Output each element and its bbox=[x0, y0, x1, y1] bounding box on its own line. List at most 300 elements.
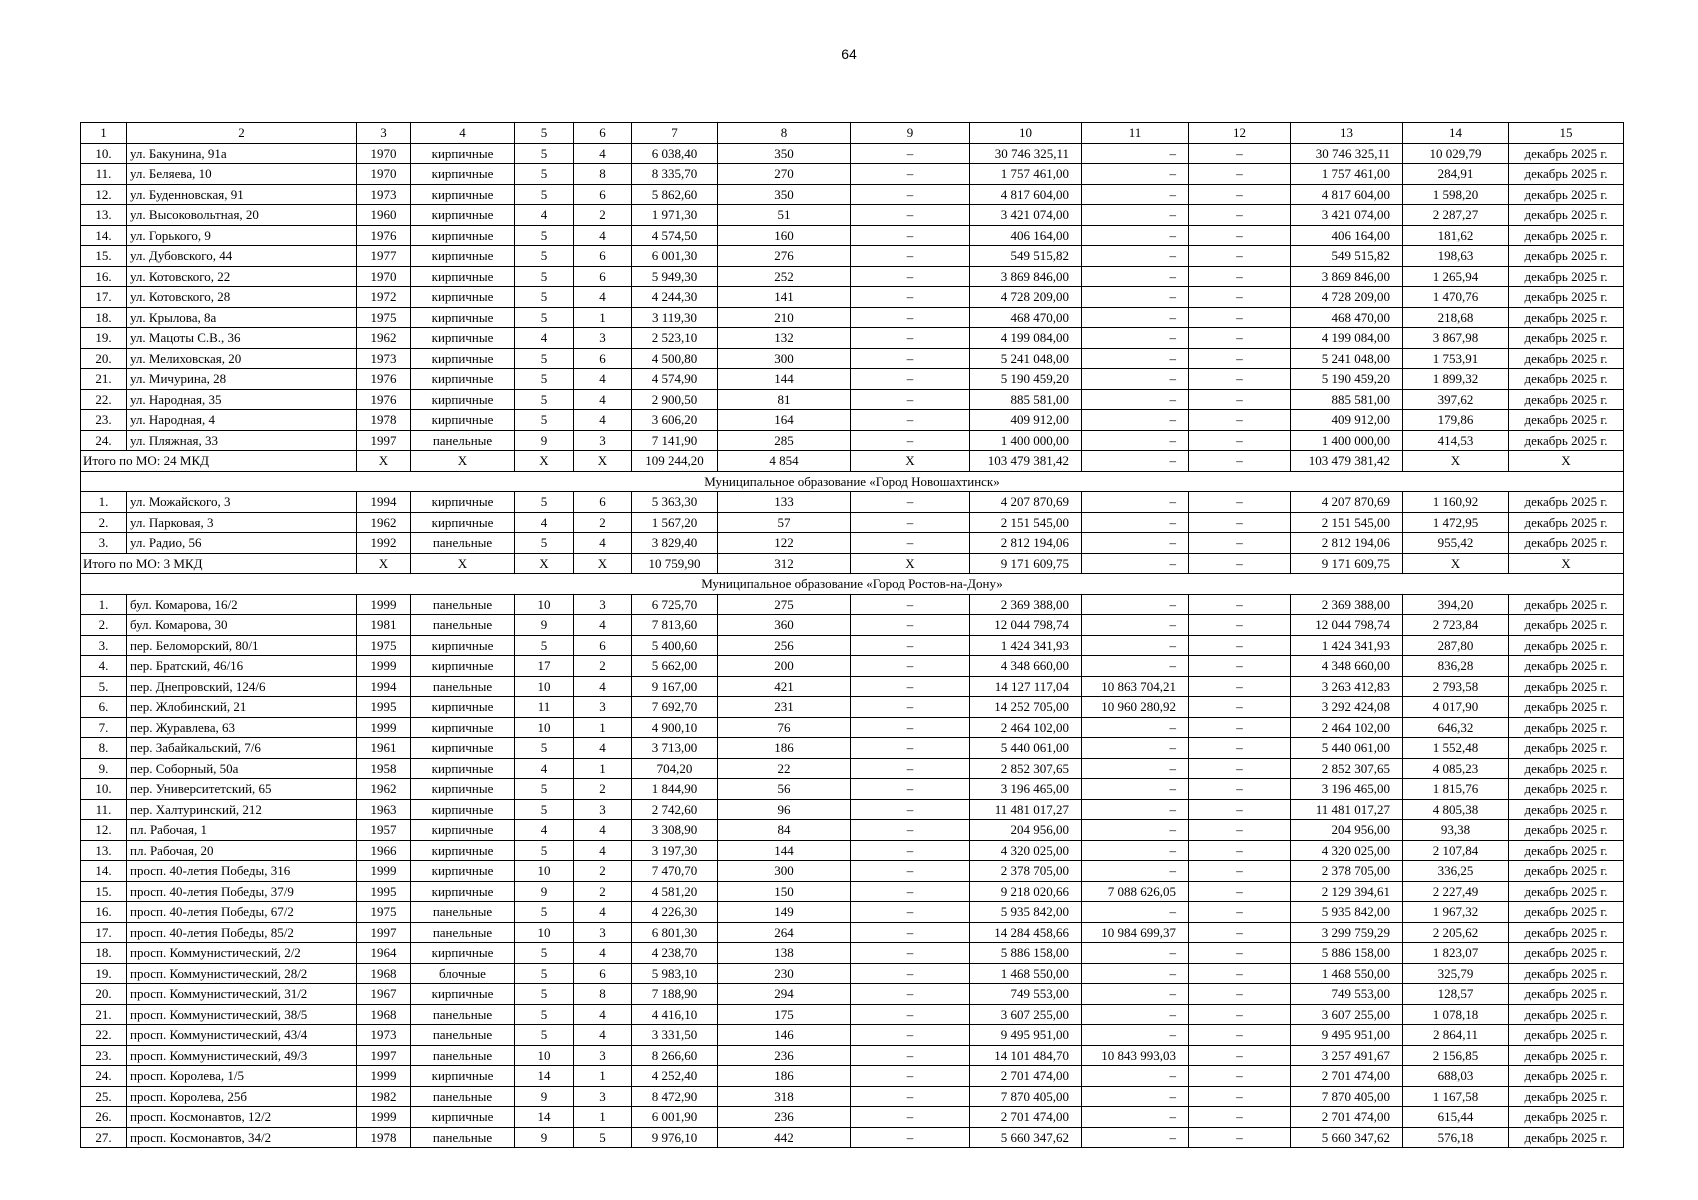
table-cell: 1976 bbox=[357, 369, 411, 390]
row-number: 8. bbox=[81, 738, 127, 759]
address-cell: ул. Горького, 9 bbox=[127, 225, 357, 246]
table-cell: декабрь 2025 г. bbox=[1509, 984, 1624, 1005]
address-cell: просп. Коммунистический, 43/4 bbox=[127, 1025, 357, 1046]
table-cell: 181,62 bbox=[1403, 225, 1509, 246]
table-cell: 8 bbox=[574, 984, 632, 1005]
table-cell: – bbox=[1082, 758, 1189, 779]
table-cell: 5 bbox=[515, 492, 574, 513]
address-cell: пер. Жлобинский, 21 bbox=[127, 697, 357, 718]
table-cell: декабрь 2025 г. bbox=[1509, 533, 1624, 554]
table-cell: 3 308,90 bbox=[632, 820, 718, 841]
total-row bbox=[81, 451, 1624, 472]
table-cell: декабрь 2025 г. bbox=[1509, 266, 1624, 287]
table-cell: 4 bbox=[574, 225, 632, 246]
table-cell: 6 bbox=[574, 266, 632, 287]
table-cell: – bbox=[1189, 1066, 1291, 1087]
table-cell: – bbox=[851, 184, 970, 205]
address-cell: просп. 40-летия Победы, 85/2 bbox=[127, 922, 357, 943]
table-cell: 4 199 084,00 bbox=[970, 328, 1082, 349]
table-cell: 11 bbox=[515, 697, 574, 718]
total-cell: Х bbox=[515, 451, 574, 472]
table-cell: 14 101 484,70 bbox=[970, 1045, 1082, 1066]
address-cell: пер. Журавлева, 63 bbox=[127, 717, 357, 738]
table-cell: кирпичные bbox=[411, 758, 515, 779]
table-cell: 14 bbox=[515, 1066, 574, 1087]
table-cell: 236 bbox=[718, 1107, 851, 1128]
table-cell: декабрь 2025 г. bbox=[1509, 1066, 1624, 1087]
total-cell: Х bbox=[851, 451, 970, 472]
table-cell: – bbox=[1189, 430, 1291, 451]
table-cell: – bbox=[851, 164, 970, 185]
table-cell: кирпичные bbox=[411, 266, 515, 287]
table-cell: 204 956,00 bbox=[1291, 820, 1403, 841]
section-header-row bbox=[81, 471, 1624, 492]
table-row bbox=[81, 246, 1624, 267]
table-row bbox=[81, 533, 1624, 554]
table-cell: декабрь 2025 г. bbox=[1509, 430, 1624, 451]
table-cell: 5 241 048,00 bbox=[1291, 348, 1403, 369]
address-cell: просп. Королева, 1/5 bbox=[127, 1066, 357, 1087]
row-number: 26. bbox=[81, 1107, 127, 1128]
table-row bbox=[81, 410, 1624, 431]
table-cell: – bbox=[1082, 430, 1189, 451]
table-cell: 1997 bbox=[357, 430, 411, 451]
table-cell: 414,53 bbox=[1403, 430, 1509, 451]
table-cell: 1972 bbox=[357, 287, 411, 308]
table-cell: 5 bbox=[515, 164, 574, 185]
column-number-cell: 12 bbox=[1189, 123, 1291, 144]
table-cell: панельные bbox=[411, 676, 515, 697]
table-cell: 1976 bbox=[357, 225, 411, 246]
table-cell: 10 bbox=[515, 1045, 574, 1066]
table-cell: 5 949,30 bbox=[632, 266, 718, 287]
table-cell: – bbox=[1082, 1025, 1189, 1046]
table-cell: 30 746 325,11 bbox=[970, 143, 1082, 164]
total-cell: 9 171 609,75 bbox=[1291, 553, 1403, 574]
table-cell: 3 197,30 bbox=[632, 840, 718, 861]
column-number-cell: 14 bbox=[1403, 123, 1509, 144]
table-cell: 549 515,82 bbox=[970, 246, 1082, 267]
table-cell: 1 bbox=[574, 758, 632, 779]
table-cell: 1962 bbox=[357, 328, 411, 349]
table-cell: 3 196 465,00 bbox=[1291, 779, 1403, 800]
row-number: 3. bbox=[81, 635, 127, 656]
table-cell: – bbox=[851, 348, 970, 369]
table-cell: – bbox=[1082, 307, 1189, 328]
table-cell: 10 984 699,37 bbox=[1082, 922, 1189, 943]
table-cell: 1973 bbox=[357, 348, 411, 369]
table-cell: 1967 bbox=[357, 984, 411, 1005]
table-cell: 1995 bbox=[357, 697, 411, 718]
table-cell: 4 bbox=[574, 1004, 632, 1025]
table-cell: – bbox=[1189, 492, 1291, 513]
address-cell: бул. Комарова, 16/2 bbox=[127, 594, 357, 615]
table-cell: – bbox=[1189, 266, 1291, 287]
table-cell: – bbox=[851, 697, 970, 718]
table-cell: декабрь 2025 г. bbox=[1509, 512, 1624, 533]
address-cell: просп. Коммунистический, 28/2 bbox=[127, 963, 357, 984]
table-cell: 704,20 bbox=[632, 758, 718, 779]
address-cell: ул. Дубовского, 44 bbox=[127, 246, 357, 267]
table-cell: панельные bbox=[411, 533, 515, 554]
table-cell: 2 701 474,00 bbox=[1291, 1107, 1403, 1128]
table-cell: – bbox=[1189, 184, 1291, 205]
section-header-row bbox=[81, 574, 1624, 595]
table-cell: 294 bbox=[718, 984, 851, 1005]
table-cell: 1 472,95 bbox=[1403, 512, 1509, 533]
table-cell: 6 001,90 bbox=[632, 1107, 718, 1128]
table-cell: декабрь 2025 г. bbox=[1509, 1127, 1624, 1148]
table-cell: – bbox=[1189, 656, 1291, 677]
table-cell: 4 bbox=[574, 410, 632, 431]
table-cell: декабрь 2025 г. bbox=[1509, 963, 1624, 984]
table-cell: 1 bbox=[574, 1107, 632, 1128]
table-cell: 122 bbox=[718, 533, 851, 554]
table-cell: 56 bbox=[718, 779, 851, 800]
address-cell: просп. Коммунистический, 31/2 bbox=[127, 984, 357, 1005]
table-cell: 5 bbox=[515, 369, 574, 390]
table-row bbox=[81, 697, 1624, 718]
table-cell: 1 899,32 bbox=[1403, 369, 1509, 390]
table-cell: – bbox=[1189, 799, 1291, 820]
table-cell: – bbox=[1189, 369, 1291, 390]
table-cell: 5 bbox=[515, 389, 574, 410]
table-cell: 1978 bbox=[357, 410, 411, 431]
address-cell: просп. Коммунистический, 2/2 bbox=[127, 943, 357, 964]
table-row bbox=[81, 779, 1624, 800]
table-cell: – bbox=[851, 328, 970, 349]
table-cell: 2 723,84 bbox=[1403, 615, 1509, 636]
table-cell: 6 725,70 bbox=[632, 594, 718, 615]
table-cell: 5 bbox=[515, 533, 574, 554]
table-cell: панельные bbox=[411, 1127, 515, 1148]
table-cell: 3 607 255,00 bbox=[1291, 1004, 1403, 1025]
table-cell: 5 bbox=[515, 943, 574, 964]
table-cell: 3 bbox=[574, 922, 632, 943]
table-cell: 4 bbox=[515, 820, 574, 841]
table-cell: – bbox=[1082, 1066, 1189, 1087]
table-cell: 3 196 465,00 bbox=[970, 779, 1082, 800]
row-number: 14. bbox=[81, 225, 127, 246]
page-number: 64 bbox=[841, 46, 857, 62]
table-cell: 11 481 017,27 bbox=[1291, 799, 1403, 820]
row-number: 9. bbox=[81, 758, 127, 779]
table-cell: кирпичные bbox=[411, 779, 515, 800]
table-cell: кирпичные bbox=[411, 492, 515, 513]
table-cell: 1 bbox=[574, 1066, 632, 1087]
address-cell: пер. Соборный, 50а bbox=[127, 758, 357, 779]
table-cell: 10 bbox=[515, 594, 574, 615]
total-cell: Х bbox=[357, 451, 411, 472]
table-cell: кирпичные bbox=[411, 225, 515, 246]
table-cell: 1963 bbox=[357, 799, 411, 820]
row-number: 20. bbox=[81, 348, 127, 369]
table-cell: 1994 bbox=[357, 492, 411, 513]
table-cell: 144 bbox=[718, 369, 851, 390]
row-number: 20. bbox=[81, 984, 127, 1005]
address-cell: просп. Космонавтов, 34/2 bbox=[127, 1127, 357, 1148]
table-cell: – bbox=[1189, 225, 1291, 246]
table-cell: – bbox=[1189, 1127, 1291, 1148]
table-cell: 2 812 194,06 bbox=[1291, 533, 1403, 554]
table-cell: 1 598,20 bbox=[1403, 184, 1509, 205]
total-cell: Х bbox=[411, 553, 515, 574]
table-cell: 9 bbox=[515, 430, 574, 451]
table-cell: 5 bbox=[515, 799, 574, 820]
table-cell: 1 753,91 bbox=[1403, 348, 1509, 369]
table-row bbox=[81, 758, 1624, 779]
row-number: 19. bbox=[81, 963, 127, 984]
table-cell: – bbox=[1082, 615, 1189, 636]
table-cell: 3 829,40 bbox=[632, 533, 718, 554]
table-cell: 5 440 061,00 bbox=[1291, 738, 1403, 759]
table-cell: 2 bbox=[574, 779, 632, 800]
table-cell: 3 607 255,00 bbox=[970, 1004, 1082, 1025]
table-cell: 6 038,40 bbox=[632, 143, 718, 164]
table-cell: 397,62 bbox=[1403, 389, 1509, 410]
table-cell: – bbox=[1082, 348, 1189, 369]
row-number: 16. bbox=[81, 902, 127, 923]
row-number: 12. bbox=[81, 184, 127, 205]
table-cell: декабрь 2025 г. bbox=[1509, 369, 1624, 390]
table-cell: – bbox=[1189, 246, 1291, 267]
total-cell: Х bbox=[1403, 451, 1509, 472]
table-body bbox=[81, 123, 1624, 1148]
table-cell: декабрь 2025 г. bbox=[1509, 389, 1624, 410]
table-cell: 9 bbox=[515, 1127, 574, 1148]
table-cell: 5 190 459,20 bbox=[1291, 369, 1403, 390]
address-cell: ул. Высоковольтная, 20 bbox=[127, 205, 357, 226]
row-number: 5. bbox=[81, 676, 127, 697]
table-cell: 646,32 bbox=[1403, 717, 1509, 738]
table-cell: панельные bbox=[411, 1025, 515, 1046]
table-cell: 6 bbox=[574, 963, 632, 984]
table-cell: 5 bbox=[515, 1004, 574, 1025]
table-row bbox=[81, 1004, 1624, 1025]
table-cell: 1968 bbox=[357, 963, 411, 984]
table-cell: 5 886 158,00 bbox=[970, 943, 1082, 964]
table-cell: 144 bbox=[718, 840, 851, 861]
table-cell: 218,68 bbox=[1403, 307, 1509, 328]
table-cell: 96 bbox=[718, 799, 851, 820]
table-cell: – bbox=[1189, 164, 1291, 185]
table-cell: 186 bbox=[718, 1066, 851, 1087]
table-cell: – bbox=[1189, 533, 1291, 554]
address-cell: ул. Мелиховская, 20 bbox=[127, 348, 357, 369]
table-cell: 150 bbox=[718, 881, 851, 902]
table-cell: 6 bbox=[574, 246, 632, 267]
table-cell: 2 369 388,00 bbox=[1291, 594, 1403, 615]
column-number-cell: 8 bbox=[718, 123, 851, 144]
table-cell: 749 553,00 bbox=[1291, 984, 1403, 1005]
row-number: 13. bbox=[81, 840, 127, 861]
row-number: 27. bbox=[81, 1127, 127, 1148]
table-cell: декабрь 2025 г. bbox=[1509, 184, 1624, 205]
table-cell: 3 606,20 bbox=[632, 410, 718, 431]
total-cell: 9 171 609,75 bbox=[970, 553, 1082, 574]
table-cell: 4 817 604,00 bbox=[1291, 184, 1403, 205]
table-cell: 5 bbox=[515, 307, 574, 328]
table-cell: – bbox=[851, 410, 970, 431]
table-cell: 4 574,50 bbox=[632, 225, 718, 246]
table-cell: 7 692,70 bbox=[632, 697, 718, 718]
table-cell: 186 bbox=[718, 738, 851, 759]
table-cell: – bbox=[1082, 1107, 1189, 1128]
table-cell: 230 bbox=[718, 963, 851, 984]
table-cell: 4 085,23 bbox=[1403, 758, 1509, 779]
table-cell: – bbox=[1082, 389, 1189, 410]
table-row bbox=[81, 799, 1624, 820]
table-row bbox=[81, 492, 1624, 513]
table-cell: 3 257 491,67 bbox=[1291, 1045, 1403, 1066]
table-cell: кирпичные bbox=[411, 943, 515, 964]
table-cell: кирпичные bbox=[411, 307, 515, 328]
row-number: 23. bbox=[81, 410, 127, 431]
table-cell: 5 662,00 bbox=[632, 656, 718, 677]
table-cell: 4 bbox=[574, 389, 632, 410]
table-cell: 287,80 bbox=[1403, 635, 1509, 656]
table-cell: 4 500,80 bbox=[632, 348, 718, 369]
table-cell: 252 bbox=[718, 266, 851, 287]
table-cell: кирпичные bbox=[411, 1107, 515, 1128]
table-cell: 1 815,76 bbox=[1403, 779, 1509, 800]
table-cell: 1992 bbox=[357, 533, 411, 554]
total-cell: Х bbox=[357, 553, 411, 574]
table-cell: декабрь 2025 г. bbox=[1509, 758, 1624, 779]
table-cell: 836,28 bbox=[1403, 656, 1509, 677]
address-cell: ул. Котовского, 22 bbox=[127, 266, 357, 287]
table-row bbox=[81, 1107, 1624, 1128]
table-cell: 2 369 388,00 bbox=[970, 594, 1082, 615]
table-row bbox=[81, 369, 1624, 390]
table-cell: 1970 bbox=[357, 143, 411, 164]
table-cell: 4 226,30 bbox=[632, 902, 718, 923]
table-row bbox=[81, 656, 1624, 677]
table-cell: панельные bbox=[411, 1004, 515, 1025]
table-cell: 1999 bbox=[357, 717, 411, 738]
table-cell: 1957 bbox=[357, 820, 411, 841]
table-cell: 2 378 705,00 bbox=[1291, 861, 1403, 882]
table-cell: – bbox=[1082, 225, 1189, 246]
table-cell: 57 bbox=[718, 512, 851, 533]
row-number: 11. bbox=[81, 164, 127, 185]
table-cell: 5 440 061,00 bbox=[970, 738, 1082, 759]
table-cell: 6 bbox=[574, 348, 632, 369]
total-label: Итого по МО: 3 МКД bbox=[81, 553, 357, 574]
address-cell: бул. Комарова, 30 bbox=[127, 615, 357, 636]
table-cell: 5 bbox=[515, 225, 574, 246]
table-row bbox=[81, 1025, 1624, 1046]
table-cell: 4 bbox=[515, 205, 574, 226]
row-number: 16. bbox=[81, 266, 127, 287]
table-cell: 14 284 458,66 bbox=[970, 922, 1082, 943]
total-cell: 109 244,20 bbox=[632, 451, 718, 472]
table-cell: – bbox=[1082, 861, 1189, 882]
table-cell: 84 bbox=[718, 820, 851, 841]
table-cell: 421 bbox=[718, 676, 851, 697]
table-cell: декабрь 2025 г. bbox=[1509, 1045, 1624, 1066]
table-cell: 4 320 025,00 bbox=[1291, 840, 1403, 861]
total-cell: Х bbox=[574, 553, 632, 574]
table-cell: – bbox=[851, 389, 970, 410]
table-cell: 2 151 545,00 bbox=[970, 512, 1082, 533]
table-cell: 406 164,00 bbox=[1291, 225, 1403, 246]
table-cell: 4 207 870,69 bbox=[970, 492, 1082, 513]
table-cell: 1 bbox=[574, 307, 632, 328]
table-cell: 2 156,85 bbox=[1403, 1045, 1509, 1066]
table-cell: кирпичные bbox=[411, 328, 515, 349]
table-cell: 5 bbox=[515, 738, 574, 759]
table-cell: 4 900,10 bbox=[632, 717, 718, 738]
table-cell: панельные bbox=[411, 1045, 515, 1066]
table-cell: 4 bbox=[574, 1025, 632, 1046]
table-cell: 885 581,00 bbox=[970, 389, 1082, 410]
table-cell: – bbox=[851, 307, 970, 328]
table-cell: – bbox=[851, 902, 970, 923]
address-cell: пл. Рабочая, 1 bbox=[127, 820, 357, 841]
table-cell: 1 971,30 bbox=[632, 205, 718, 226]
table-cell: – bbox=[851, 143, 970, 164]
table-cell: 7 813,60 bbox=[632, 615, 718, 636]
table-cell: 2 864,11 bbox=[1403, 1025, 1509, 1046]
table-cell: 1982 bbox=[357, 1086, 411, 1107]
table-cell: 6 001,30 bbox=[632, 246, 718, 267]
table-cell: – bbox=[1082, 328, 1189, 349]
table-cell: 1 967,32 bbox=[1403, 902, 1509, 923]
table-cell: – bbox=[1082, 205, 1189, 226]
table-cell: 1964 bbox=[357, 943, 411, 964]
table-cell: – bbox=[1189, 881, 1291, 902]
table-cell: – bbox=[851, 1086, 970, 1107]
table-cell: 4 238,70 bbox=[632, 943, 718, 964]
table-cell: кирпичные bbox=[411, 881, 515, 902]
municipality-title: Муниципальное образование «Город Новошахтинск» bbox=[81, 471, 1624, 492]
table-cell: 4 574,90 bbox=[632, 369, 718, 390]
table-cell: – bbox=[1082, 246, 1189, 267]
table-cell: 2 378 705,00 bbox=[970, 861, 1082, 882]
table-cell: 132 bbox=[718, 328, 851, 349]
table-cell: 14 bbox=[515, 1107, 574, 1128]
table-cell: 4 207 870,69 bbox=[1291, 492, 1403, 513]
table-cell: 275 bbox=[718, 594, 851, 615]
table-cell: 1958 bbox=[357, 758, 411, 779]
table-cell: 576,18 bbox=[1403, 1127, 1509, 1148]
table-cell: декабрь 2025 г. bbox=[1509, 738, 1624, 759]
table-cell: – bbox=[1189, 902, 1291, 923]
address-cell: ул. Радио, 56 bbox=[127, 533, 357, 554]
table-cell: 2 742,60 bbox=[632, 799, 718, 820]
table-cell: кирпичные bbox=[411, 697, 515, 718]
table-cell: 8 335,70 bbox=[632, 164, 718, 185]
table-cell: 4 416,10 bbox=[632, 1004, 718, 1025]
table-cell: кирпичные bbox=[411, 389, 515, 410]
table-cell: – bbox=[1189, 1004, 1291, 1025]
table-row bbox=[81, 635, 1624, 656]
table-cell: – bbox=[1082, 717, 1189, 738]
total-cell: – bbox=[1082, 451, 1189, 472]
address-cell: пер. Забайкальский, 7/6 bbox=[127, 738, 357, 759]
table-cell: 3 869 846,00 bbox=[970, 266, 1082, 287]
table-cell: 1970 bbox=[357, 266, 411, 287]
table-cell: 3 119,30 bbox=[632, 307, 718, 328]
table-cell: 1961 bbox=[357, 738, 411, 759]
table-cell: кирпичные bbox=[411, 656, 515, 677]
table-cell: – bbox=[851, 1025, 970, 1046]
table-cell: 276 bbox=[718, 246, 851, 267]
municipality-title: Муниципальное образование «Город Ростов-на-Дону» bbox=[81, 574, 1624, 595]
table-cell: 885 581,00 bbox=[1291, 389, 1403, 410]
table-cell: 3 263 412,83 bbox=[1291, 676, 1403, 697]
